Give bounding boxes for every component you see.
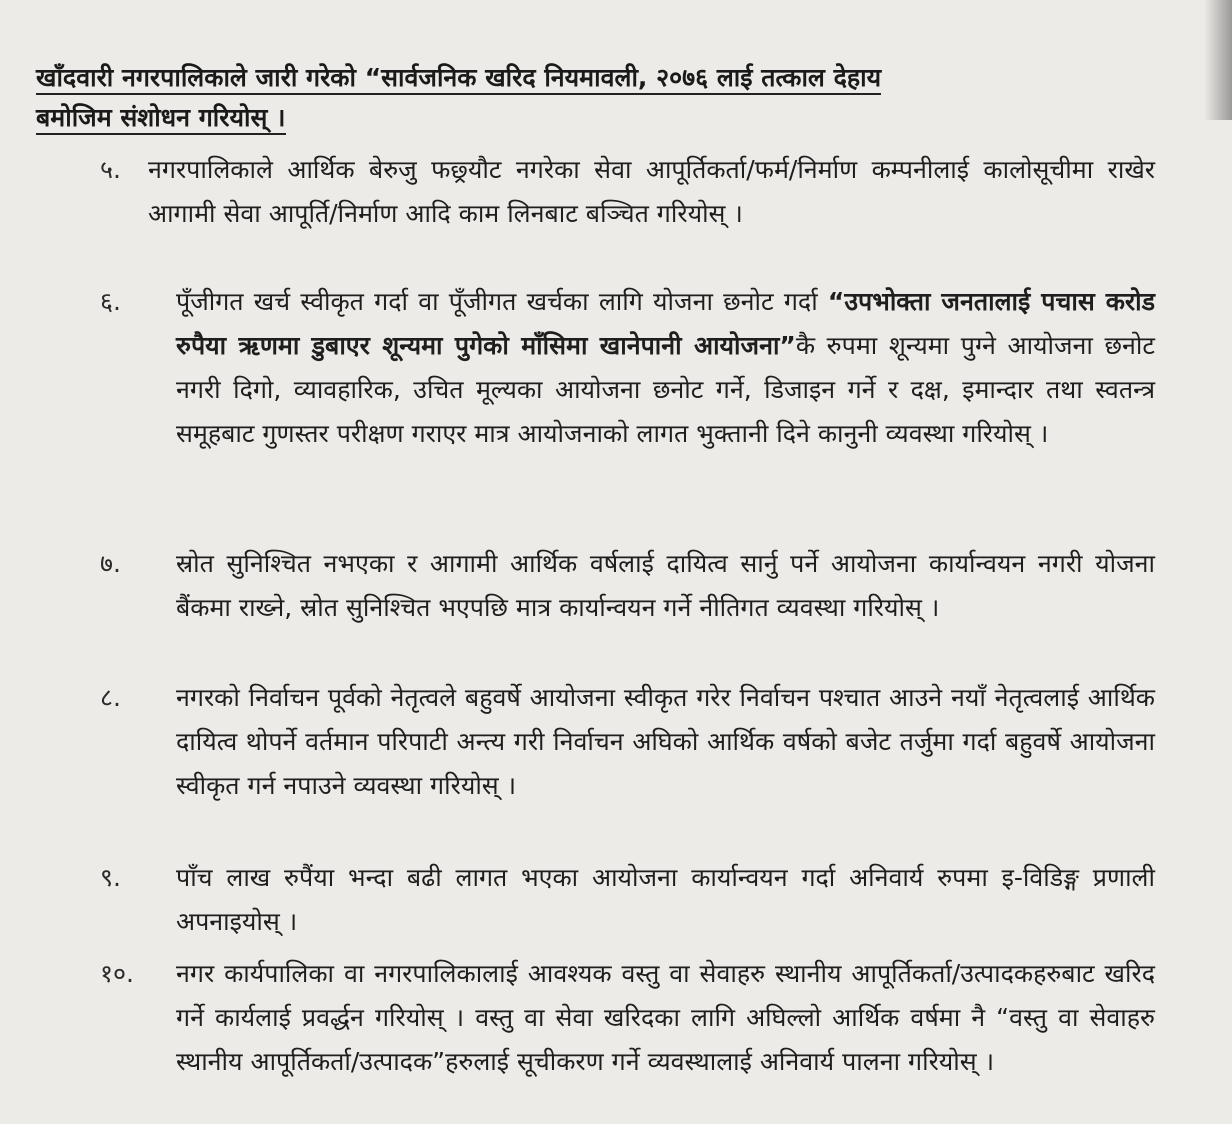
item-number: १०. xyxy=(100,959,134,988)
list-item xyxy=(100,280,1155,456)
item-text: नगर कार्यपालिका वा नगरपालिकालाई आवश्यक वस्तु वा सेवाहरु स्थानीय आपूर्तिकर्ता/उत्पादकहरुबाट खरिद गर्ने कार्यलाई प्रवर्द्धन गरियोस् । वस्तु वा सेवा खरिदका लागि अघिल्लो आर्थिक वर्षमा नै “वस्तु वा सेवाहरु स्थानीय आपूर्तिकर्ता/उत्पादक”हरुलाई सूचीकरण गर्ने व्यवस्थालाई अनिवार्य पालना गरियोस् । xyxy=(176,959,1155,1076)
item-number: ६. xyxy=(100,287,121,316)
list-item xyxy=(100,676,1155,808)
list-item xyxy=(100,856,1155,944)
item-number: ५. xyxy=(100,155,121,184)
item-number: ७. xyxy=(100,549,121,578)
item-text: नगरपालिकाले आर्थिक बेरुजु फछ्र्यौट नगरेका सेवा आपूर्तिकर्ता/फर्म/निर्माण कम्पनीलाई कालोसूचीमा राखेर आगामी सेवा आपूर्ति/निर्माण आदि काम लिनबाट बञ्चित गरियोस् । xyxy=(148,155,1155,228)
item-text: नगरको निर्वाचन पूर्वको नेतृत्वले बहुवर्षे आयोजना स्वीकृत गरेर निर्वाचन पश्चात आउने नयाँ नेतृत्वलाई आर्थिक दायित्व थोपर्ने वर्तमान परिपाटी अन्त्य गरी निर्वाचन अघिको आर्थिक वर्षको बजेट तर्जुमा गर्दा बहुवर्षे आयोजना स्वीकृत गर्न नपाउने व्यवस्था गरियोस् । xyxy=(176,683,1155,800)
item-text-part: कै रुपमा शून्यमा पुग्ने आयोजना छनोट नगरी दिगो, व्यावहारिक, उचित मूल्यका आयोजना छनोट गर्ने, डिजाइन गर्ने र दक्ष, इमान्दार तथा स्वतन्त्र समूहबाट गुणस्तर परीक्षण गराएर मात्र आयोजनाको लागत भुक्तानी दिने कानुनी व्यवस्था गरियोस् । xyxy=(176,331,1155,448)
heading-line-2: बमोजिम संशोधन गरियोस् । xyxy=(36,103,286,135)
heading-line-1: खाँदवारी नगरपालिकाले जारी गरेको “सार्वजनिक खरिद नियमावली, २०७६ लाई तत्काल देहाय xyxy=(36,63,881,95)
item-number: ९. xyxy=(100,863,121,892)
page-edge-shadow xyxy=(1204,0,1232,120)
item-number: ८. xyxy=(100,683,121,712)
item-text: पाँच लाख रुपैंया भन्दा बढी लागत भएका आयोजना कार्यान्वयन गर्दा अनिवार्य रुपमा इ-विडिङ्ग प्रणाली अपनाइयोस् । xyxy=(176,863,1155,936)
item-text: स्रोत सुनिश्चित नभएका र आगामी आर्थिक वर्षलाई दायित्व सार्नु पर्ने आयोजना कार्यान्वयन नगरी योजना बैंकमा राख्ने, स्रोत सुनिश्चित भएपछि मात्र कार्यान्वयन गर्ने नीतिगत व्यवस्था गरियोस् । xyxy=(176,549,1155,622)
list-item xyxy=(100,952,1155,1084)
item-text-part: पूँजीगत खर्च स्वीकृत गर्दा वा पूँजीगत खर्चका लागि योजना छनोट गर्दा xyxy=(176,287,828,316)
item-text xyxy=(176,280,1155,456)
document-heading xyxy=(36,58,1146,138)
list-item xyxy=(100,542,1155,630)
item-text-bold: “उपभोक्ता जनतालाई पचास करोड रुपैया ऋणमा डुबाएर शून्यमा पुगेको माँसिमा खानेपानी आयोजना” xyxy=(176,287,1155,360)
list-item xyxy=(100,148,1155,236)
